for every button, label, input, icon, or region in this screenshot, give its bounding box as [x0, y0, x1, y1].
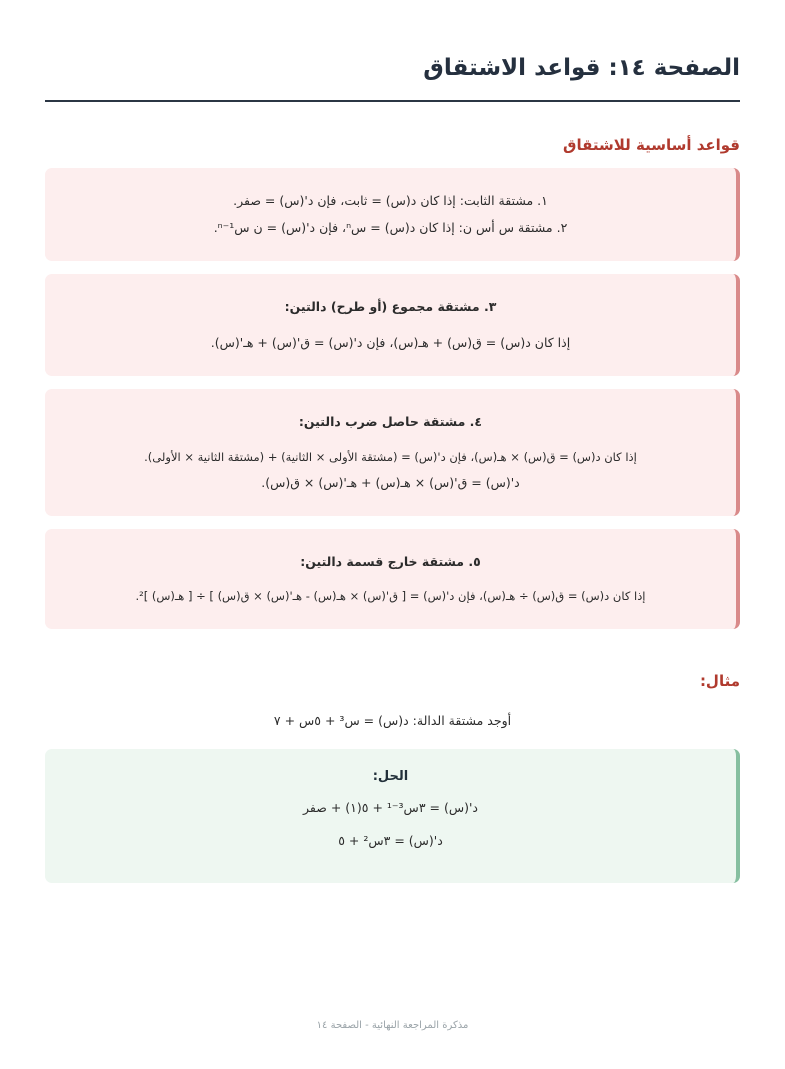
page-title: الصفحة ١٤: قواعد الاشتقاق	[423, 55, 740, 81]
rule-formula-product-words: إذا كان د(س) = ق(س) × هـ(س)، فإن د'(س) = (مشتقة الأولى × الثانية) + (مشتقة الثانية × الأولى).	[144, 449, 637, 464]
rule-line-constant: ١. مشتقة الثابت: إذا كان د(س) = ثابت، فإن د'(س) = صفر.	[233, 193, 548, 209]
rule-heading-quotient: ٥. مشتقة خارج قسمة دالتين:	[300, 553, 481, 569]
rule-card-quotient-rule	[45, 529, 740, 629]
rule-card-constant-and-power	[45, 168, 740, 261]
section-heading-example: مثال:	[699, 671, 740, 690]
section-heading-rules: قواعد أساسية للاشتقاق	[563, 136, 740, 155]
rule-card-sum-rule	[45, 274, 740, 376]
solution-card	[45, 749, 740, 884]
example-problem: أوجد مشتقة الدالة: د(س) = س³ + ٥س + ٧	[273, 712, 512, 728]
rule-heading-sum: ٣. مشتقة مجموع (أو طرح) دالتين:	[284, 298, 497, 314]
title-divider	[45, 100, 740, 102]
solution-line-step-1: د'(س) = ٣س³⁻¹ + ٥(١) + صفر	[303, 799, 478, 815]
rule-formula-quotient: إذا كان د(س) = ق(س) ÷ هـ(س)، فإن د'(س) = [ ق'(س) × هـ(س) - هـ'(س) × ق(س) ] ÷ [ هـ(س) ]².	[135, 589, 646, 604]
rule-heading-product: ٤. مشتقة حاصل ضرب دالتين:	[298, 413, 483, 429]
solution-label: الحل:	[372, 768, 409, 784]
rule-line-power: ٢. مشتقة س أس ن: إذا كان د(س) = سⁿ، فإن د'(س) = ن سⁿ⁻¹.	[213, 220, 568, 236]
rule-formula-sum: إذا كان د(س) = ق(س) + هـ(س)، فإن د'(س) = ق'(س) + هـ'(س).	[210, 334, 571, 350]
rule-card-product-rule	[45, 389, 740, 516]
page-footer: مذكرة المراجعة النهائية - الصفحة ١٤	[316, 1020, 469, 1031]
rule-formula-product-symbols: د'(س) = ق'(س) × هـ(س) + هـ'(س) × ق(س).	[261, 474, 520, 490]
solution-line-step-2: د'(س) = ٣س² + ٥	[338, 832, 443, 848]
